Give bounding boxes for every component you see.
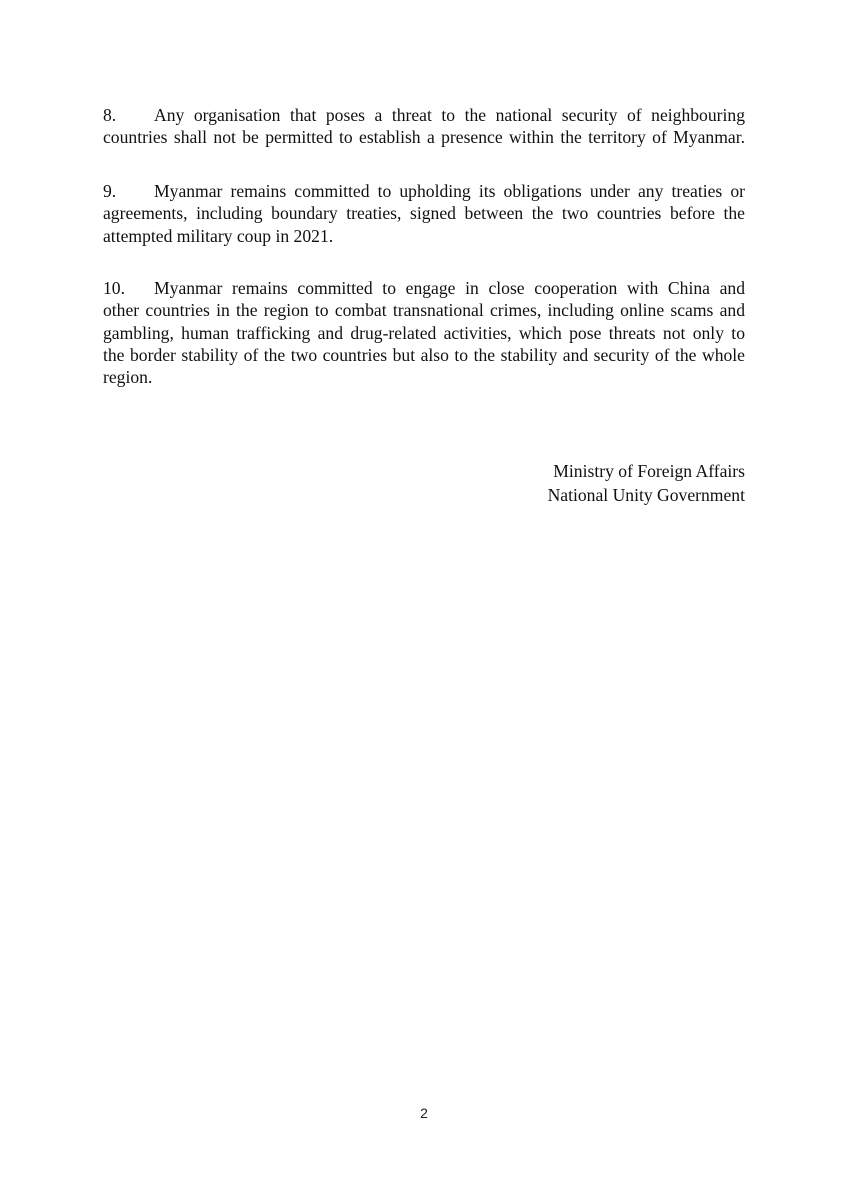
paragraph-line: countries shall not be permitted to establish a presence within the territory of Myanmar. bbox=[103, 127, 745, 148]
signature-government: National Unity Government bbox=[547, 485, 745, 505]
signature-block bbox=[548, 459, 745, 507]
paragraph-line: the border stability of the two countries but also to the stability and security of the whole bbox=[103, 344, 745, 365]
paragraph-9 bbox=[103, 180, 745, 247]
paragraph-line: gambling, human trafficking and drug-related activities, which pose threats not only to bbox=[103, 322, 745, 343]
paragraph-10 bbox=[103, 277, 745, 388]
paragraph-line: attempted military coup in 2021. bbox=[103, 225, 334, 246]
paragraph-line: other countries in the region to combat transnational crimes, including online scams and bbox=[103, 300, 745, 321]
paragraph-number: 9. bbox=[103, 181, 117, 201]
paragraph-line bbox=[103, 104, 745, 126]
paragraph-8 bbox=[103, 104, 745, 149]
paragraph-number: 10. bbox=[103, 278, 125, 298]
paragraph-line bbox=[103, 277, 745, 299]
paragraph-text: Any organisation that poses a threat to the national security of neighbouring bbox=[154, 105, 745, 125]
page-number: 2 bbox=[420, 1105, 428, 1121]
paragraph-line: region. bbox=[103, 367, 153, 388]
paragraph-number: 8. bbox=[103, 105, 117, 125]
paragraph-line: agreements, including boundary treaties, signed between the two countries before the bbox=[103, 203, 745, 224]
paragraph-text: Myanmar remains committed to engage in close cooperation with China and bbox=[154, 278, 745, 298]
signature-ministry: Ministry of Foreign Affairs bbox=[553, 461, 745, 481]
paragraph-line bbox=[103, 180, 745, 202]
paragraph-text: Myanmar remains committed to upholding its obligations under any treaties or bbox=[154, 181, 745, 201]
